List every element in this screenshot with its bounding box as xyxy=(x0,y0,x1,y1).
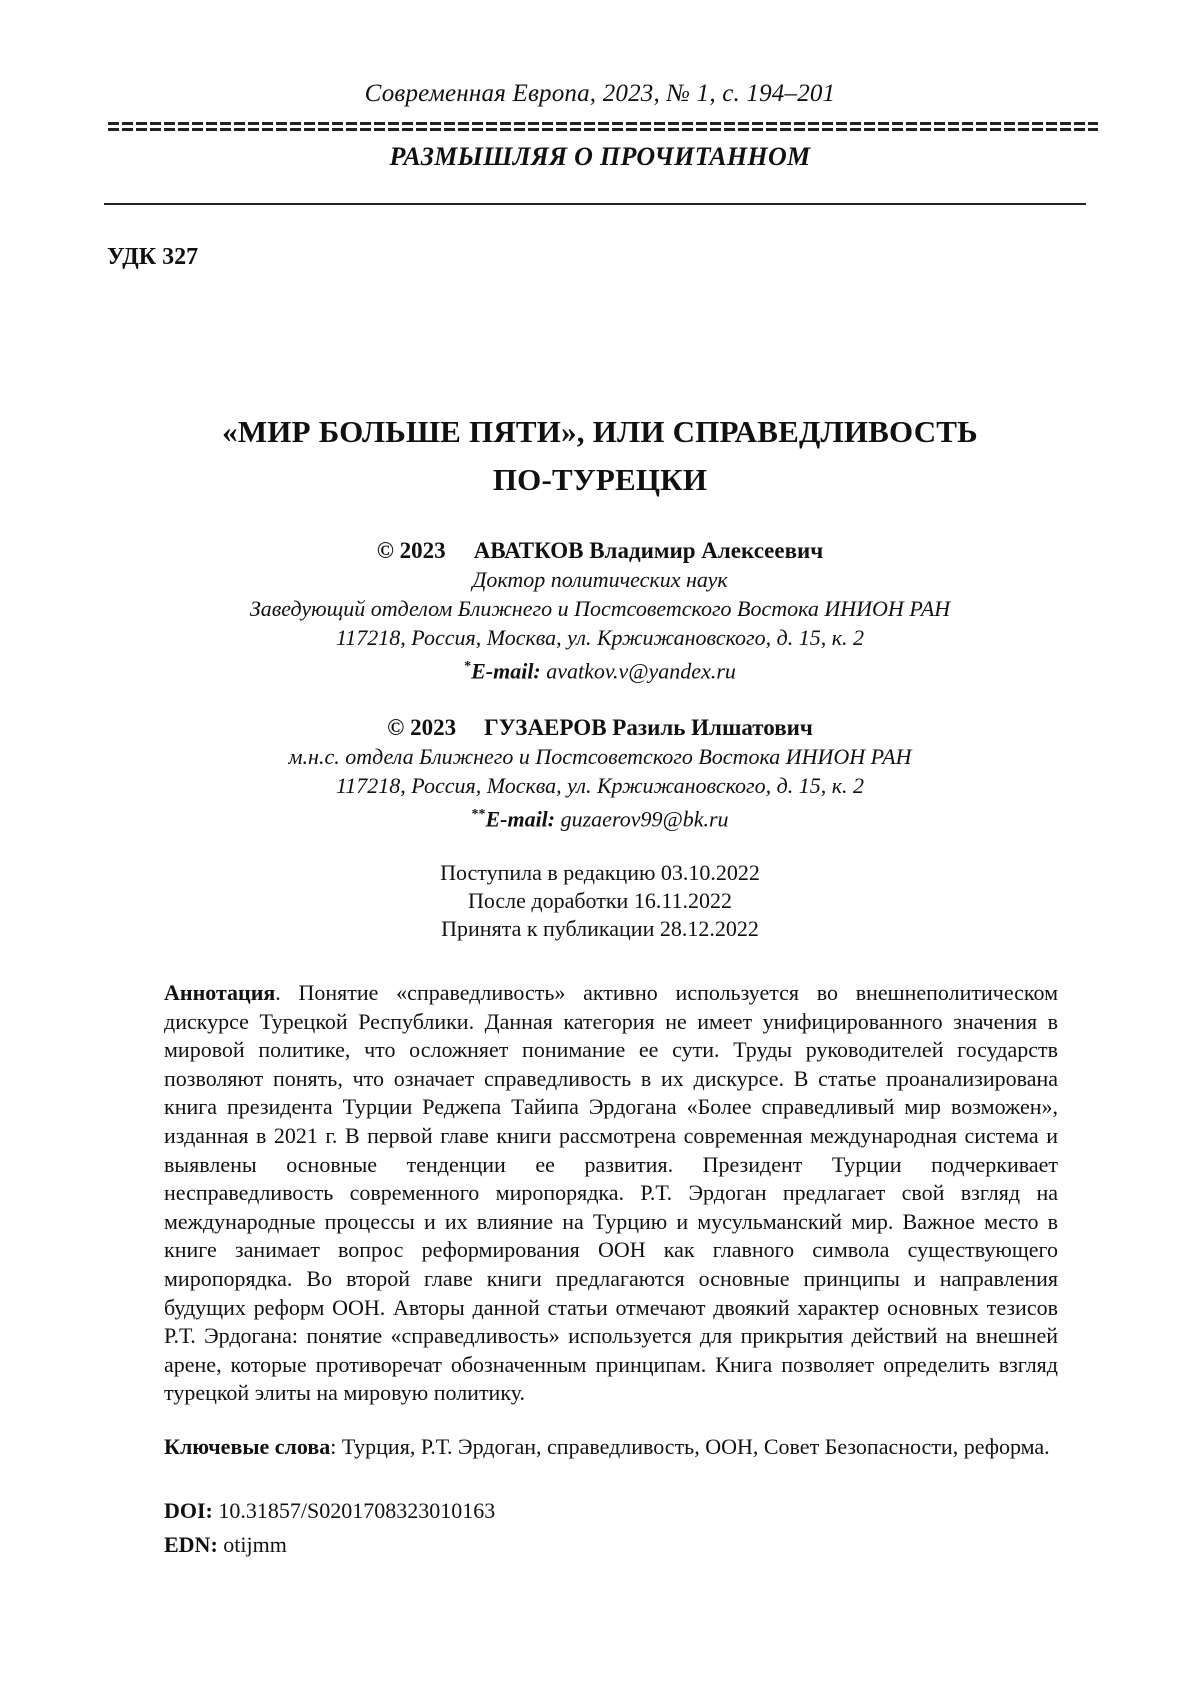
author-block-1 xyxy=(0,536,1200,685)
author-email[interactable]: guzaerov99@bk.ru xyxy=(560,806,729,832)
abstract xyxy=(164,979,1058,1408)
author-email-line xyxy=(0,800,1200,833)
footnote-marker: * xyxy=(464,659,472,674)
email-label: E-mail: xyxy=(471,658,541,684)
section-heading: РАЗМЫШЛЯЯ О ПРОЧИТАННОМ xyxy=(389,142,811,171)
horizontal-rule xyxy=(104,203,1086,205)
publication-dates xyxy=(0,859,1200,943)
author-name-line xyxy=(0,536,1200,565)
journal-citation: Современная Европа, 2023, № 1, с. 194–201 xyxy=(364,80,836,107)
author-degree: Доктор политических наук xyxy=(472,567,728,592)
footnote-marker: ** xyxy=(471,807,486,822)
author-block-2 xyxy=(0,713,1200,833)
author-name: АВАТКОВ Владимир Алексеевич xyxy=(473,538,824,563)
double-dashed-rule xyxy=(108,122,1098,131)
copyright-year: © 2023 xyxy=(387,715,457,740)
edn-label: EDN: xyxy=(164,1532,218,1557)
abstract-label: Аннотация xyxy=(164,980,276,1005)
keywords-text: : Турция, Р.Т. Эрдоган, справедливость, ООН, Совет Безопасности, реформа. xyxy=(330,1434,1050,1459)
copyright-year: © 2023 xyxy=(376,538,446,563)
date-revised: После доработки 16.11.2022 xyxy=(467,888,733,913)
abstract-text: . Понятие «справедливость» активно используется во внешнеполитическом дискурсе Турецкой Республики. Данная категория не имеет унифицированного значения в мировой политике, что осложняет понимание ее сути. Труды руководителей государств позволяют понять, что означает справедливость в их дискурсе. В статье проанализирована книга президента Турции Реджепа Тайипа Эрдогана «Более справедливый мир возможен», изданная в 2021 г. В первой главе книги рассмотрена современная международная система и выявлены основные тенденции ее развития. Президент Турции подчеркивает несправедливость современного миропорядка. Р.Т. Эрдоган предлагает свой взгляд на международные процессы и их влияние на Турцию и мусульманский мир. Важное место в книге занимает вопрос реформирования ООН как главного символа существующего миропорядка. Во второй главе книги предлагаются основные принципы и направления будущих реформ ООН. Авторы данной статьи отмечают двоякий характер основных тезисов Р.Т. Эрдогана: понятие «справедливость» используется для прикрытия действий на внешней арене, которые противоречат обозначенным принципам. Книга позволяет определить взгляд турецкой элиты на мировую политику. xyxy=(164,980,1058,1406)
doi-label: DOI: xyxy=(164,1498,213,1523)
author-email-line xyxy=(0,652,1200,685)
keywords-label: Ключевые слова xyxy=(164,1434,331,1459)
udk-code: УДК 327 xyxy=(107,244,199,270)
author-address: 117218, Россия, Москва, ул. Кржижановского, д. 15, к. 2 xyxy=(335,625,865,650)
title-line-1: «МИР БОЛЬШЕ ПЯТИ», ИЛИ СПРАВЕДЛИВОСТЬ xyxy=(222,414,978,449)
author-email[interactable]: avatkov.v@yandex.ru xyxy=(546,658,736,684)
author-position: Заведующий отделом Ближнего и Постсоветского Востока ИНИОН РАН xyxy=(249,596,951,621)
email-label: E-mail: xyxy=(485,806,556,832)
edn-value: otijmm xyxy=(217,1532,287,1557)
author-address: 117218, Россия, Москва, ул. Кржижановского, д. 15, к. 2 xyxy=(335,773,865,798)
keywords xyxy=(164,1432,1058,1461)
article-title xyxy=(0,408,1200,504)
title-line-2: ПО-ТУРЕЦКИ xyxy=(492,462,708,497)
author-name-line xyxy=(0,713,1200,742)
date-accepted: Принята к публикации 28.12.2022 xyxy=(441,916,759,941)
edn xyxy=(164,1532,287,1558)
author-name: ГУЗАЕРОВ Разиль Илшатович xyxy=(484,715,813,740)
doi-value[interactable]: 10.31857/S0201708323010163 xyxy=(212,1498,496,1523)
date-received: Поступила в редакцию 03.10.2022 xyxy=(440,860,760,885)
author-position: м.н.с. отдела Ближнего и Постсоветского Востока ИНИОН РАН xyxy=(288,744,912,769)
doi xyxy=(164,1498,495,1524)
